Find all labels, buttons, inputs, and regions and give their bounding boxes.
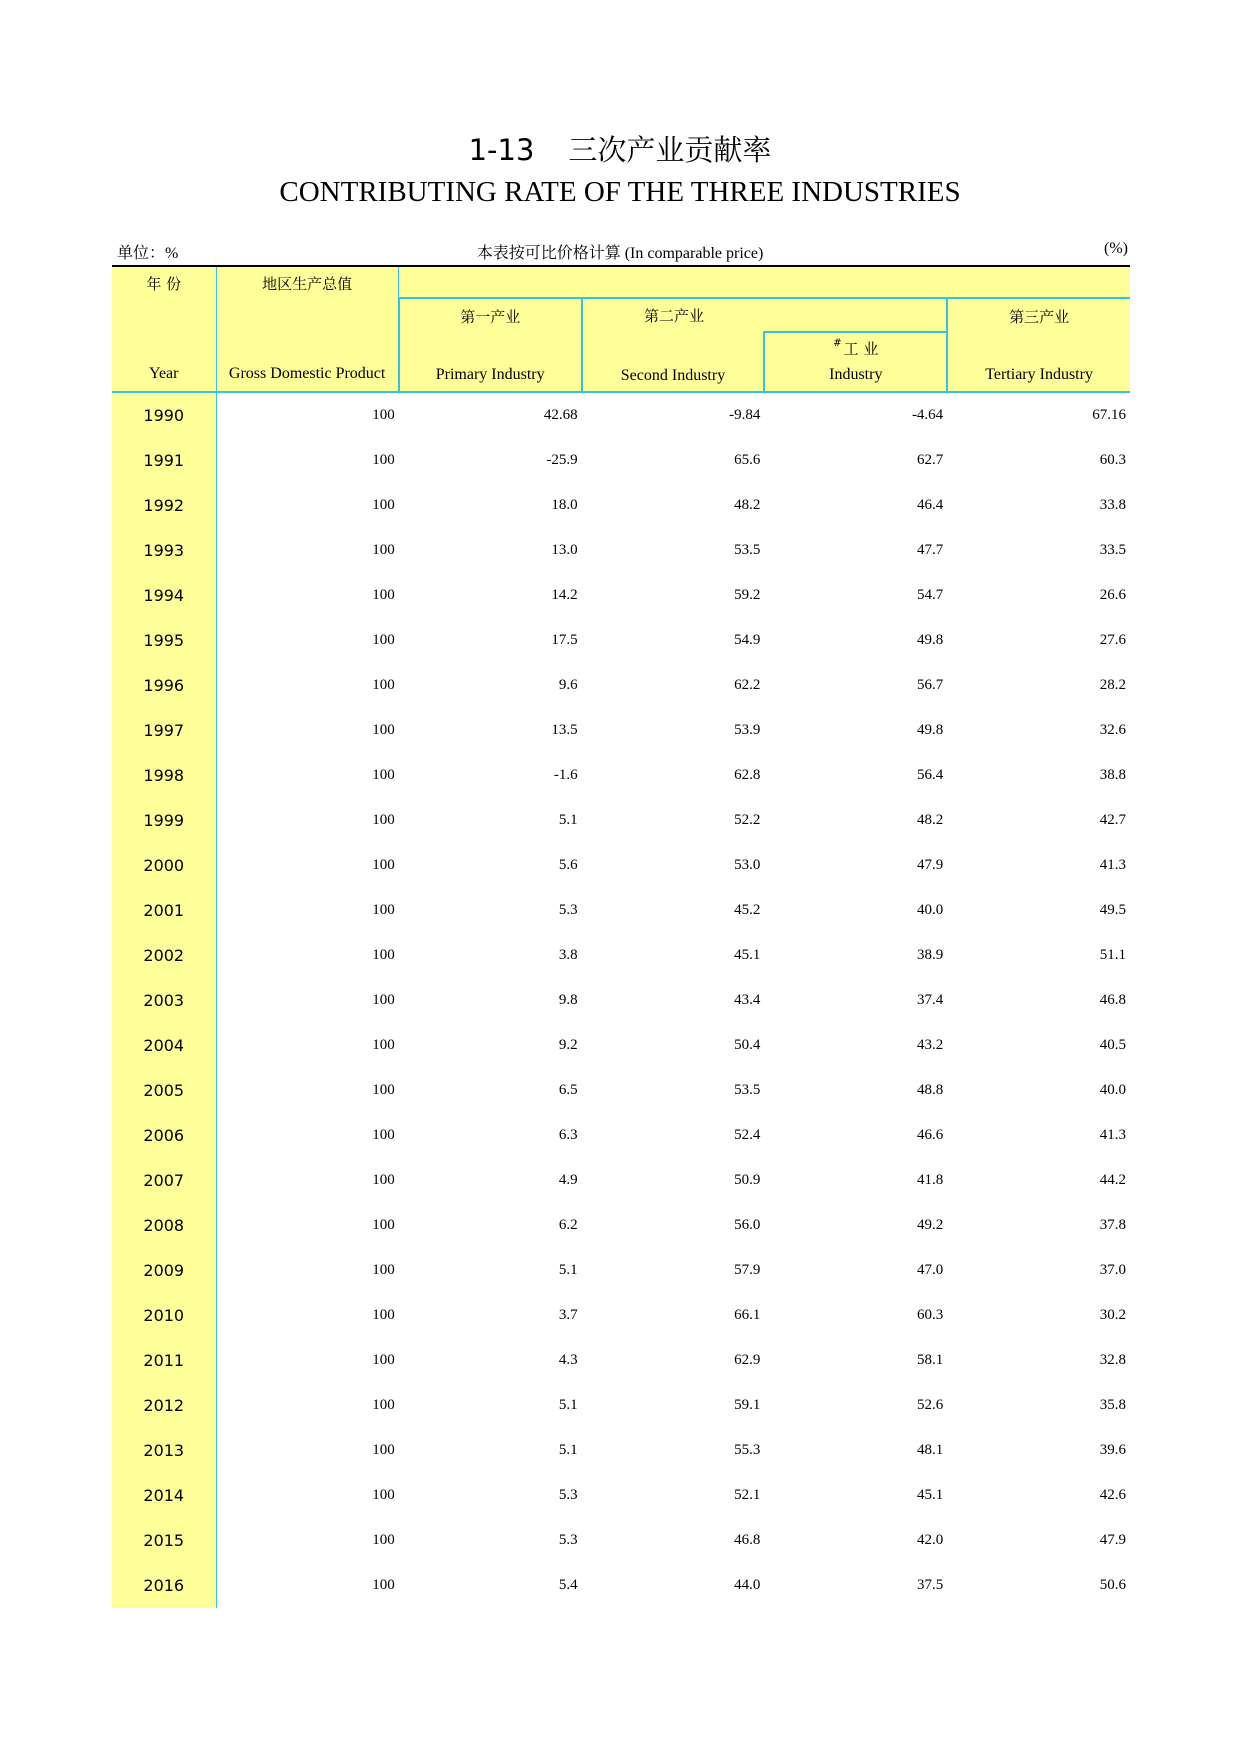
header-year — [112, 267, 216, 392]
industry-cell: 52.6 — [916, 1397, 944, 1413]
industry-cell: 41.8 — [916, 1172, 944, 1188]
table-body — [112, 392, 1130, 1608]
primary-cell: 5.1 — [558, 1397, 578, 1413]
header-industry-cn: 工 业 — [843, 340, 879, 358]
industry-mark: # — [833, 338, 842, 349]
header-secondary-en: Second Industry — [620, 366, 726, 384]
table-row — [112, 1113, 1130, 1158]
year-cell: 2005 — [112, 1068, 216, 1113]
primary-cell: 14.2 — [551, 587, 578, 603]
table-row — [112, 528, 1130, 573]
primary-cell: 6.5 — [558, 1082, 578, 1098]
gdp-cell: 100 — [372, 542, 395, 558]
industry-cell: -4.64 — [911, 407, 944, 423]
tertiary-cell: 60.3 — [1099, 452, 1126, 468]
year-cell: 2013 — [112, 1428, 216, 1473]
header-year-cn: 年 份 — [146, 275, 182, 293]
percent-label: (%) — [1104, 240, 1128, 257]
year-cell: 2012 — [112, 1383, 216, 1428]
gdp-cell: 100 — [372, 1532, 395, 1548]
secondary-cell: 50.4 — [734, 1037, 761, 1053]
industry-cell: 47.0 — [916, 1262, 944, 1278]
secondary-cell: 59.1 — [734, 1397, 761, 1413]
year-cell: 2015 — [112, 1518, 216, 1563]
secondary-cell: 62.9 — [734, 1352, 761, 1368]
industry-cell: 37.5 — [916, 1577, 944, 1593]
table-row — [112, 1023, 1130, 1068]
primary-cell: 9.8 — [558, 992, 578, 1008]
tertiary-cell: 37.8 — [1099, 1217, 1126, 1233]
year-cell: 2016 — [112, 1563, 216, 1608]
header-gdp-cn: 地区生产总值 — [262, 275, 353, 293]
header-secondary — [582, 332, 765, 392]
primary-cell: 5.1 — [558, 1442, 578, 1458]
industry-cell: 54.7 — [916, 587, 944, 603]
tertiary-cell: 28.2 — [1099, 677, 1126, 693]
table-row — [112, 1383, 1130, 1428]
tertiary-cell: 39.6 — [1099, 1442, 1126, 1458]
secondary-cell: 53.0 — [734, 857, 761, 873]
year-cell: 2002 — [112, 933, 216, 978]
table-row — [112, 1563, 1130, 1608]
table-row — [112, 483, 1130, 528]
header-tertiary — [947, 298, 1130, 392]
year-cell: 1999 — [112, 798, 216, 843]
year-cell: 2000 — [112, 843, 216, 888]
unit-label: 单位：% — [117, 245, 179, 262]
industry-cell: 48.8 — [916, 1082, 944, 1098]
gdp-cell: 100 — [372, 1127, 395, 1143]
secondary-cell: 48.2 — [734, 497, 761, 513]
tertiary-cell: 67.16 — [1092, 407, 1126, 423]
year-cell: 2007 — [112, 1158, 216, 1203]
gdp-cell: 100 — [372, 767, 395, 783]
table-row — [112, 1158, 1130, 1203]
header-secondary-cn: 第二产业 — [643, 306, 704, 325]
table-row — [112, 663, 1130, 708]
contribution-table — [112, 267, 1130, 1608]
gdp-cell: 100 — [372, 407, 395, 423]
header-gdp — [216, 267, 399, 392]
secondary-cell: 66.1 — [734, 1307, 761, 1323]
year-cell: 1994 — [112, 573, 216, 618]
gdp-cell: 100 — [372, 587, 395, 603]
industry-cell: 43.2 — [916, 1037, 944, 1053]
industry-cell: 37.4 — [916, 992, 944, 1008]
primary-cell: 42.68 — [543, 407, 578, 423]
industry-cell: 47.9 — [916, 857, 944, 873]
tertiary-cell: 41.3 — [1099, 857, 1126, 873]
gdp-cell: 100 — [372, 1262, 395, 1278]
gdp-cell: 100 — [372, 902, 395, 918]
table-row — [112, 1473, 1130, 1518]
table-header — [112, 267, 1130, 392]
secondary-cell: 53.5 — [734, 542, 761, 558]
tertiary-cell: 38.8 — [1099, 767, 1126, 783]
tertiary-cell: 30.2 — [1099, 1307, 1126, 1323]
table-row — [112, 798, 1130, 843]
secondary-cell: 45.1 — [734, 947, 761, 963]
industry-cell: 38.9 — [916, 947, 944, 963]
primary-cell: 4.3 — [558, 1352, 578, 1368]
tertiary-cell: 41.3 — [1099, 1127, 1126, 1143]
gdp-cell: 100 — [372, 1442, 395, 1458]
table-title-chinese — [0, 128, 1240, 169]
industry-cell: 46.4 — [916, 497, 944, 513]
header-primary — [399, 298, 582, 392]
primary-cell: 3.8 — [558, 947, 578, 963]
header-tertiary-cn: 第三产业 — [1009, 308, 1070, 326]
year-cell: 1993 — [112, 528, 216, 573]
tertiary-cell: 32.8 — [1099, 1352, 1126, 1368]
gdp-cell: 100 — [372, 632, 395, 648]
secondary-cell: 56.0 — [734, 1217, 761, 1233]
primary-cell: 5.1 — [558, 1262, 578, 1278]
table-row — [112, 618, 1130, 663]
table-row — [112, 573, 1130, 618]
header-gdp-en: Gross Domestic Product — [228, 365, 386, 382]
year-cell: 1990 — [112, 392, 216, 438]
industry-cell: 46.6 — [916, 1127, 944, 1143]
tertiary-cell: 42.7 — [1099, 812, 1126, 828]
secondary-cell: 43.4 — [734, 992, 761, 1008]
primary-cell: 6.2 — [558, 1217, 578, 1233]
tertiary-cell: 32.6 — [1099, 722, 1126, 738]
table-row — [112, 708, 1130, 753]
industry-cell: 40.0 — [916, 902, 944, 918]
year-cell: 2004 — [112, 1023, 216, 1068]
secondary-cell: 52.4 — [734, 1127, 761, 1143]
table-row — [112, 978, 1130, 1023]
primary-cell: 5.1 — [558, 812, 578, 828]
industry-cell: 49.8 — [916, 632, 944, 648]
header-spacer — [399, 267, 1130, 298]
year-cell: 2011 — [112, 1338, 216, 1383]
industry-cell: 45.1 — [916, 1487, 944, 1503]
gdp-cell: 100 — [372, 947, 395, 963]
gdp-cell: 100 — [372, 1307, 395, 1323]
header-primary-cn: 第一产业 — [460, 308, 521, 326]
primary-cell: 3.7 — [558, 1307, 578, 1323]
gdp-cell: 100 — [372, 1082, 395, 1098]
tertiary-cell: 47.9 — [1099, 1532, 1126, 1548]
table-row — [112, 933, 1130, 978]
industry-cell: 48.1 — [916, 1442, 944, 1458]
gdp-cell: 100 — [372, 992, 395, 1008]
table-number: 1-13 — [468, 133, 535, 167]
industry-cell: 48.2 — [916, 812, 944, 828]
header-secondary-group — [582, 298, 948, 332]
secondary-cell: 53.5 — [734, 1082, 761, 1098]
year-cell: 1991 — [112, 438, 216, 483]
secondary-cell: 52.1 — [734, 1487, 761, 1503]
tertiary-cell: 26.6 — [1099, 587, 1126, 603]
gdp-cell: 100 — [372, 1172, 395, 1188]
gdp-cell: 100 — [372, 812, 395, 828]
industry-cell: 47.7 — [916, 542, 944, 558]
secondary-cell: 46.8 — [734, 1532, 761, 1548]
secondary-cell: 57.9 — [734, 1262, 761, 1278]
primary-cell: 9.6 — [558, 677, 578, 693]
primary-cell: 5.6 — [558, 857, 578, 873]
secondary-cell: -9.84 — [729, 407, 761, 423]
secondary-cell: 50.9 — [734, 1172, 761, 1188]
table-row — [112, 1518, 1130, 1563]
year-cell: 1996 — [112, 663, 216, 708]
table-row — [112, 888, 1130, 933]
tertiary-cell: 33.8 — [1099, 497, 1126, 513]
tertiary-cell: 50.6 — [1099, 1577, 1126, 1593]
year-cell: 2009 — [112, 1248, 216, 1293]
header-year-en: Year — [149, 365, 179, 382]
gdp-cell: 100 — [372, 722, 395, 738]
table-title-english: CONTRIBUTING RATE OF THE THREE INDUSTRIES — [279, 176, 961, 208]
industry-cell: 60.3 — [916, 1307, 944, 1323]
secondary-cell: 55.3 — [734, 1442, 761, 1458]
tertiary-cell: 51.1 — [1099, 947, 1126, 963]
industry-cell: 42.0 — [916, 1532, 944, 1548]
header-industry — [764, 332, 947, 392]
industry-cell: 49.8 — [916, 722, 944, 738]
primary-cell: 13.5 — [551, 722, 578, 738]
table-row — [112, 1338, 1130, 1383]
secondary-cell: 62.2 — [734, 677, 761, 693]
gdp-cell: 100 — [372, 1352, 395, 1368]
gdp-cell: 100 — [372, 452, 395, 468]
gdp-cell: 100 — [372, 1487, 395, 1503]
tertiary-cell: 44.2 — [1099, 1172, 1126, 1188]
table-row — [112, 1428, 1130, 1473]
table-row — [112, 753, 1130, 798]
tertiary-cell: 40.5 — [1099, 1037, 1126, 1053]
gdp-cell: 100 — [372, 1217, 395, 1233]
primary-cell: 18.0 — [551, 497, 578, 513]
secondary-cell: 54.9 — [734, 632, 761, 648]
industry-cell: 49.2 — [916, 1217, 944, 1233]
year-cell: 1992 — [112, 483, 216, 528]
table-row — [112, 843, 1130, 888]
table-row — [112, 1203, 1130, 1248]
table-row — [112, 1293, 1130, 1338]
secondary-cell: 62.8 — [734, 767, 761, 783]
primary-cell: 6.3 — [558, 1127, 578, 1143]
table-row — [112, 392, 1130, 438]
year-cell: 2006 — [112, 1113, 216, 1158]
primary-cell: 5.3 — [558, 902, 578, 918]
primary-cell: 17.5 — [551, 632, 578, 648]
primary-cell: 5.3 — [558, 1532, 578, 1548]
tertiary-cell: 27.6 — [1099, 632, 1126, 648]
tertiary-cell: 35.8 — [1099, 1397, 1126, 1413]
table-row — [112, 1248, 1130, 1293]
table-row — [112, 1068, 1130, 1113]
gdp-cell: 100 — [372, 1577, 395, 1593]
secondary-cell: 53.9 — [734, 722, 761, 738]
gdp-cell: 100 — [372, 857, 395, 873]
primary-cell: 4.9 — [558, 1172, 578, 1188]
secondary-cell: 59.2 — [734, 587, 761, 603]
title-chinese-text: 三次产业贡献率 — [568, 133, 772, 167]
header-primary-en: Primary Industry — [435, 366, 545, 383]
industry-cell: 58.1 — [916, 1352, 944, 1368]
table-row — [112, 438, 1130, 483]
secondary-cell: 52.2 — [734, 812, 761, 828]
primary-cell: 5.3 — [558, 1487, 578, 1503]
year-cell: 2014 — [112, 1473, 216, 1518]
year-cell: 1997 — [112, 708, 216, 753]
primary-cell: 5.4 — [558, 1577, 578, 1593]
secondary-cell: 44.0 — [734, 1577, 761, 1593]
industry-cell: 56.7 — [916, 677, 944, 693]
gdp-cell: 100 — [372, 1397, 395, 1413]
primary-cell: 9.2 — [558, 1037, 578, 1053]
year-cell: 2001 — [112, 888, 216, 933]
gdp-cell: 100 — [372, 1037, 395, 1053]
secondary-cell: 65.6 — [734, 452, 761, 468]
gdp-cell: 100 — [372, 497, 395, 513]
year-cell: 2003 — [112, 978, 216, 1023]
secondary-cell: 45.2 — [734, 902, 761, 918]
header-industry-en: Industry — [829, 366, 883, 383]
gdp-cell: 100 — [372, 677, 395, 693]
tertiary-cell: 33.5 — [1099, 542, 1126, 558]
tertiary-cell: 37.0 — [1099, 1262, 1126, 1278]
tertiary-cell: 49.5 — [1099, 902, 1126, 918]
tertiary-cell: 40.0 — [1099, 1082, 1126, 1098]
primary-cell: -25.9 — [546, 452, 578, 468]
tertiary-cell: 42.6 — [1099, 1487, 1126, 1503]
year-cell: 2008 — [112, 1203, 216, 1248]
primary-cell: 13.0 — [551, 542, 578, 558]
industry-cell: 62.7 — [916, 452, 944, 468]
year-cell: 1998 — [112, 753, 216, 798]
header-tertiary-en: Tertiary Industry — [985, 366, 1093, 383]
year-cell: 1995 — [112, 618, 216, 663]
year-cell: 2010 — [112, 1293, 216, 1338]
primary-cell: -1.6 — [553, 767, 578, 783]
price-note: 本表按可比价格计算 (In comparable price) — [476, 245, 764, 262]
industry-cell: 56.4 — [916, 767, 944, 783]
tertiary-cell: 46.8 — [1099, 992, 1126, 1008]
